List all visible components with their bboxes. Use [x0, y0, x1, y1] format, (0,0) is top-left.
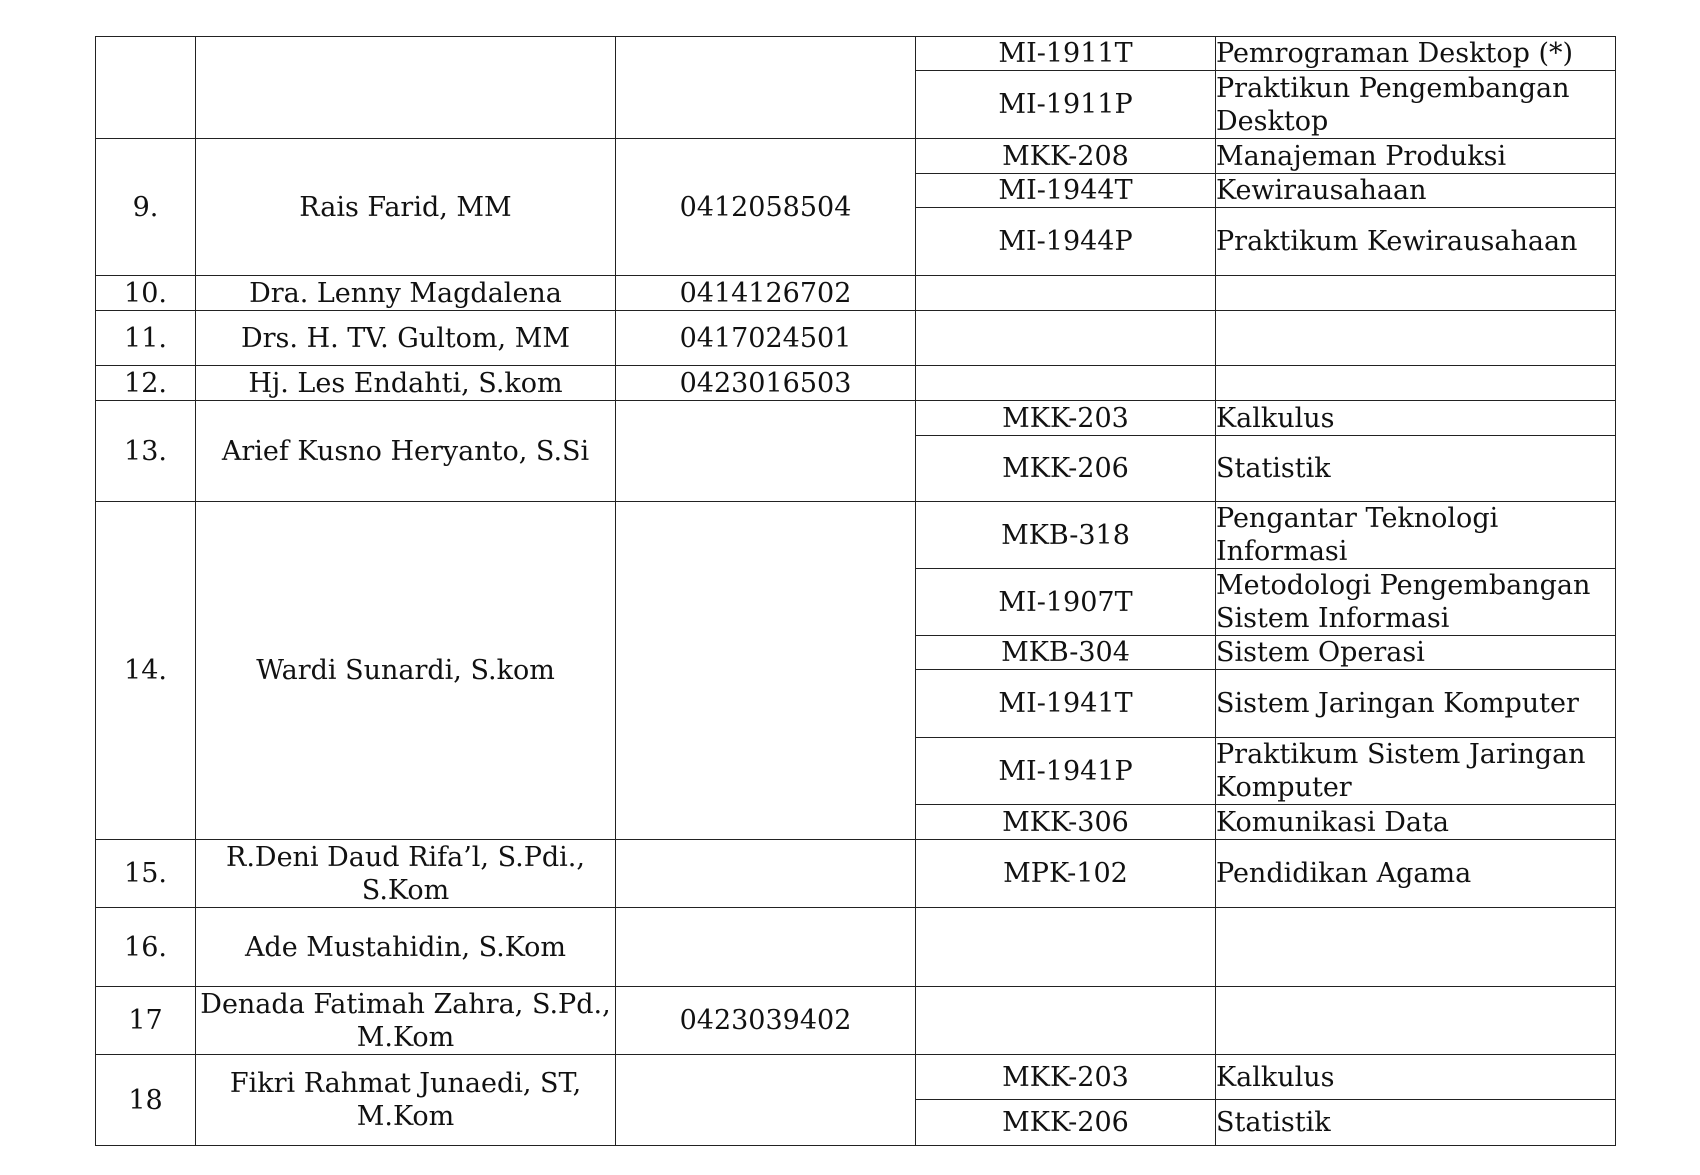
lecturer-name: Dra. Lenny Magdalena	[196, 276, 616, 311]
course-code: MI-1944P	[916, 208, 1216, 276]
lecturer-nidn	[616, 502, 916, 840]
course-title-empty	[1216, 366, 1616, 401]
course-code: MKK-206	[916, 436, 1216, 502]
course-title: Pendidikan Agama	[1216, 840, 1616, 908]
row-number: 15.	[96, 840, 196, 908]
lecturer-nidn: 0414126702	[616, 276, 916, 311]
table-row	[96, 311, 1616, 366]
course-title-empty	[1216, 311, 1616, 366]
row-number: 14.	[96, 502, 196, 840]
lecturer-nidn	[616, 840, 916, 908]
lecturer-name: Drs. H. TV. Gultom, MM	[196, 311, 616, 366]
table-row	[96, 502, 1616, 569]
course-code: MKK-208	[916, 139, 1216, 174]
course-code: MI-1944T	[916, 174, 1216, 208]
table-row	[96, 987, 1616, 1055]
course-title: Sistem Jaringan Komputer	[1216, 670, 1616, 738]
row-number: 10.	[96, 276, 196, 311]
lecturer-name: R.Deni Daud Rifa’l, S.Pdi., S.Kom	[196, 840, 616, 908]
lecturer-name: Denada Fatimah Zahra, S.Pd., M.Kom	[196, 987, 616, 1055]
course-title: Pengantar Teknologi Informasi	[1216, 502, 1616, 569]
course-code: MKK-206	[916, 1100, 1216, 1146]
course-code: MI-1941T	[916, 670, 1216, 738]
row-number: 18	[96, 1055, 196, 1146]
course-code: MKK-203	[916, 401, 1216, 436]
table-row	[96, 1055, 1616, 1100]
course-title: Manajeman Produksi	[1216, 139, 1616, 174]
lecturer-name: Wardi Sunardi, S.kom	[196, 502, 616, 840]
course-code-empty	[916, 311, 1216, 366]
course-title-empty	[1216, 908, 1616, 987]
course-title: Praktikum Sistem Jaringan Komputer	[1216, 738, 1616, 805]
course-title: Kalkulus	[1216, 1055, 1616, 1100]
course-code-empty	[916, 366, 1216, 401]
row-number: 12.	[96, 366, 196, 401]
table-row	[96, 401, 1616, 436]
lecturer-nidn: 0412058504	[616, 139, 916, 276]
course-title-empty	[1216, 276, 1616, 311]
lecturer-nidn	[616, 37, 916, 139]
course-code-empty	[916, 276, 1216, 311]
lecturer-nidn: 0423016503	[616, 366, 916, 401]
course-title: Statistik	[1216, 1100, 1616, 1146]
course-title: Kewirausahaan	[1216, 174, 1616, 208]
table-row	[96, 37, 1616, 71]
course-code: MKK-203	[916, 1055, 1216, 1100]
course-code-empty	[916, 987, 1216, 1055]
table-row	[96, 366, 1616, 401]
course-code: MI-1907T	[916, 569, 1216, 636]
course-code-empty	[916, 908, 1216, 987]
course-title: Metodologi Pengembangan Sistem Informasi	[1216, 569, 1616, 636]
course-title: Praktikun Pengembangan Desktop	[1216, 71, 1616, 139]
lecturer-nidn	[616, 908, 916, 987]
course-title: Pemrograman Desktop (*)	[1216, 37, 1616, 71]
table-row	[96, 840, 1616, 908]
course-code: MKK-306	[916, 805, 1216, 840]
course-title: Statistik	[1216, 436, 1616, 502]
table-row	[96, 276, 1616, 311]
lecturer-nidn: 0417024501	[616, 311, 916, 366]
course-code: MI-1911T	[916, 37, 1216, 71]
course-code: MI-1911P	[916, 71, 1216, 139]
course-code: MI-1941P	[916, 738, 1216, 805]
course-title-empty	[1216, 987, 1616, 1055]
table-row	[96, 139, 1616, 174]
course-title: Komunikasi Data	[1216, 805, 1616, 840]
lecturer-name: Fikri Rahmat Junaedi, ST, M.Kom	[196, 1055, 616, 1146]
row-number: 9.	[96, 139, 196, 276]
lecturer-name: Rais Farid, MM	[196, 139, 616, 276]
lecturer-course-table	[95, 36, 1616, 1146]
lecturer-nidn	[616, 1055, 916, 1146]
lecturer-nidn: 0423039402	[616, 987, 916, 1055]
course-title: Praktikum Kewirausahaan	[1216, 208, 1616, 276]
course-title: Sistem Operasi	[1216, 636, 1616, 670]
table-row	[96, 908, 1616, 987]
row-number: 17	[96, 987, 196, 1055]
row-number: 16.	[96, 908, 196, 987]
course-title: Kalkulus	[1216, 401, 1616, 436]
lecturer-name: Hj. Les Endahti, S.kom	[196, 366, 616, 401]
lecturer-name	[196, 37, 616, 139]
lecturer-name: Arief Kusno Heryanto, S.Si	[196, 401, 616, 502]
lecturer-nidn	[616, 401, 916, 502]
lecturer-name: Ade Mustahidin, S.Kom	[196, 908, 616, 987]
row-number: 11.	[96, 311, 196, 366]
course-code: MKB-304	[916, 636, 1216, 670]
course-code: MKB-318	[916, 502, 1216, 569]
row-number	[96, 37, 196, 139]
row-number: 13.	[96, 401, 196, 502]
course-code: MPK-102	[916, 840, 1216, 908]
